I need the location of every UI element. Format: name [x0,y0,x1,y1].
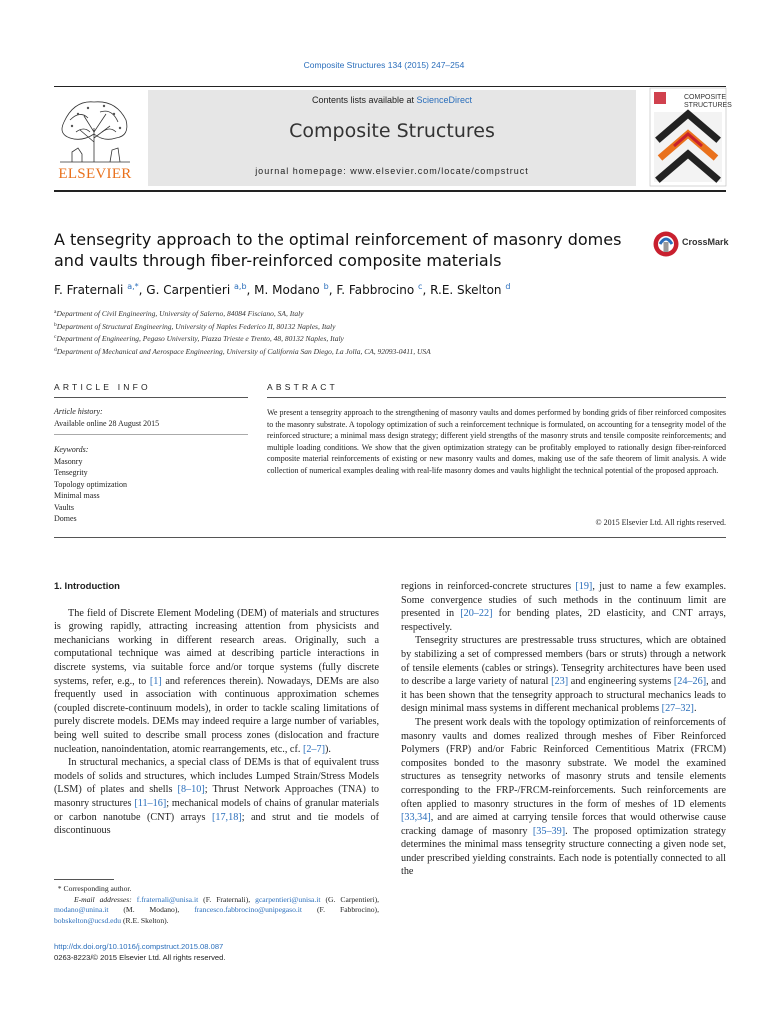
abstract-copyright: © 2015 Elsevier Ltd. All rights reserved. [595,518,726,527]
abstract-rule [267,397,726,398]
article-history [54,406,244,429]
journal-title[interactable]: Composite Structures [289,120,495,142]
citation-link[interactable]: [24–26] [673,676,707,688]
author[interactable]: G. Carpentieri $^{a,b}$ [146,282,247,297]
citation-link[interactable]: [33,34] [401,812,431,824]
article-title-line-2: and vaults through fiber-reinforced composite materials [54,251,502,270]
author[interactable]: F. Fraternali $^{a,*}$ [54,282,139,297]
citation-link[interactable]: [35–39] [532,825,566,837]
journal-cover-thumbnail[interactable] [650,88,732,186]
issn-copyright: 0263-8223/© 2015 Elsevier Ltd. All rights reserved. [54,952,226,962]
author[interactable]: F. Fabbrocino $^c$ [336,282,423,297]
cover-title-2: STRUCTURES [684,102,732,109]
cover-title-1: COMPOSITE [684,94,727,101]
keyword: Tensegrity [54,468,88,477]
crossmark-icon[interactable] [652,230,680,258]
journal-homepage[interactable]: journal homepage: www.elsevier.com/locate/compstruct [255,166,529,176]
email-link[interactable]: f.fraternali@unisa.it [136,894,199,904]
email-link[interactable]: modano@unina.it [54,905,109,914]
affiliation: $^d$Department of Mechanical and Aerospace Engineering, University of California San Diego, La Jolla, CA, 92093-0411, USA [54,346,431,356]
abstract-text: We present a tensegrity approach to the strengthening of masonry vaults and domes performed by bonding grids of fiber reinforced composites to the masonry substrate. A topology optimization of such a reinforcement technique is formulated, on accounting for a tensegrity model of the reinforced structure; a minimal mass design strategy; different yield strengths of the masonry struts and tensile composite reinforcements; and multiple loading conditions. We show that the given optimization strategy can be profitably employed to rationally design fiber-reinforced composite material reinforcements of existing or new masonry vaults and domes, making use of the safe theorem of limit analysis. A wide collection of numerical examples dealing with real-life masonry domes and vaults highlight the technical potential of the proposed approach. [267,408,726,475]
section-heading-introduction: 1. Introduction [54,581,120,592]
abstract-heading: ABSTRACT [267,382,338,392]
author[interactable]: M. Modano $^b$ [254,282,329,297]
contents-available-line [148,95,636,105]
paragraph: Tensegrity structures are prestressable truss structures, which are obtained by stabilizing a set of compressed members (bars or struts) through a network of tensile elements (cables or strings). Tensegrity architectures have been used to describe a large variety of natural [23] and engineering systems [24–26], and it has been shown that the tensegrity approach to structural mechanics leads to design minimal mass systems in different mechanical problems [27–32]. [401,635,726,715]
citation-link[interactable]: [8–10] [177,784,205,796]
keyword: Minimal mass [54,491,100,500]
paragraph: The field of Discrete Element Modeling (DEM) of materials and structures is growing rapidly, attracting increasing attention from physicists and mechanicians working in different research areas. Originally, such a computational technique was aimed at describing particle interactions in discrete systems, via suitable force and/or torque systems (fully discrete systems, refer, e.g., to [1] and references therein). Nowadays, DEMs are also frequently used in association with continuous approximation schemes (coupled discrete-continuum models), in order to tackle scaling limitations of purely discrete models. DEMs may indeed require a large number of variables, being well suited to describe small process zones (dislocation and fracture nucleation, nanoindentation, atomic rearrangements, etc., cf. [2–7]). [54,607,379,755]
citation-link[interactable]: [11–16] [134,797,167,809]
author[interactable]: R.E. Skelton $^d$ [430,282,511,297]
citation-link[interactable]: [23] [551,676,569,688]
doi-link[interactable]: http://dx.doi.org/10.1016/j.compstruct.2015.08.087 [54,942,224,951]
paragraph: In structural mechanics, a special class of DEMs is that of equivalent truss models of solids and structures, which includes Lumped Strain/Stress Models (LSM) of plates and shells [8–10]; Thrust Network Approaches (TNA) to masonry structures [11–16]; mechanical models of chains of granular materials or carbon nanotube (CNT) arrays [17,18]; and strut and tie models of discontinuous [54,757,379,837]
paragraph: regions in reinforced-concrete structures [19], just to name a few examples. Some convergence studies of such methods in the continuum limit are presented in [20–22] for bending plates, 2D elasticity, and CNT arrays, respectively. [401,581,726,633]
citation-link[interactable]: [2–7] [302,743,326,755]
paragraph: The present work deals with the topology optimization of reinforcements of masonry vaults and domes realized through meshes of Fiber Reinforced Polymers (FRP) and/or Fabric Reinforced Cementitious Matrix (FRCM) composites bonded to the masonry substrate. We model the examined structures as tensegrity networks of masonry struts and tensile elements corresponding to the FRP-/FRCM-reinforcements. Such reinforcements are often applied to masonry structures in the form of meshes of 1D elements [33,34], and are aimed at carrying tensile forces that would otherwise cause cracking damage of masonry [35–39]. The proposed optimization strategy determines the minimal mass tensegrity structure connecting a given node set, under prescribed yielding constraints. Each node is potentially connected to all the [401,716,726,878]
citation-link[interactable]: [27–32] [661,703,694,715]
citation-link[interactable]: [17,18] [211,811,242,823]
keyword: Vaults [54,502,74,512]
article-info-heading: ARTICLE INFO [54,382,151,392]
elsevier-wordmark[interactable]: ELSEVIER [58,166,132,182]
crossmark-label[interactable]: CrossMark [682,237,729,247]
info-divider [54,434,248,435]
header-bottom-rule [54,190,726,192]
email-link[interactable]: bobskelton@ucsd.edu [54,915,122,925]
sciencedirect-link[interactable]: ScienceDirect [416,95,473,105]
citation-link[interactable]: [20–22] [460,608,493,620]
keywords-block [54,444,244,525]
contents-prefix: Contents lists available at [311,95,417,105]
header-top-rule [54,86,726,87]
abstract-bottom-rule [54,537,726,538]
affiliation: $^b$Department of Structural Engineering, University of Naples Federico II, 80132 Naples, Italy [54,321,336,331]
corresponding-author-note: * Corresponding author. [54,884,132,893]
affiliations [54,307,714,357]
keyword: Masonry [54,456,83,466]
keywords-label: Keywords: [54,445,89,454]
article-title [54,229,644,271]
affiliation: $^a$Department of Civil Engineering, University of Salerno, 84084 Fisciano, SA, Italy [54,309,304,318]
publication-info [54,942,379,963]
email-addresses: E-mail addresses: f.fraternali@unisa.it (F. Fraternali), gcarpentieri@unisa.it (G. Carpentieri), modano@unina.it (M. Modano), francesco.fabbrocino@unipegaso.it (F. Fabbrocino), bobskelton@ucsd.edu (R.E. Skelton). [54,894,380,925]
email-link[interactable]: francesco.fabbrocino@unipegaso.it [194,905,303,914]
keyword: Domes [54,514,77,523]
body-right-column [401,580,726,879]
article-title-line-1: A tensegrity approach to the optimal reinforcement of masonry domes [54,230,622,249]
email-link[interactable]: gcarpentieri@unisa.it [255,894,321,904]
citation-link[interactable]: [19] [575,581,593,592]
history-value: Available online 28 August 2015 [54,418,160,428]
keyword: Topology optimization [54,479,127,489]
footnote [54,884,379,926]
body-left-column [54,580,379,838]
journal-reference[interactable]: Composite Structures 134 (2015) 247–254 [303,60,465,70]
history-label: Article history: [54,407,103,416]
footnote-rule [54,879,114,880]
article-info-rule [54,397,248,398]
affiliation: $^c$Department of Engineering, Pegaso University, Piazza Trieste e Trento, 48, 80132 Naples, Italy [54,334,344,343]
author-list: F. Fraternali $^{a,*}$, G. Carpentieri $^{a,b}$, M. Modano $^b$, F. Fabbrocino $^c$, R.E. Skelton $^d$ [54,282,511,297]
citation-link[interactable]: [1] [149,675,162,687]
